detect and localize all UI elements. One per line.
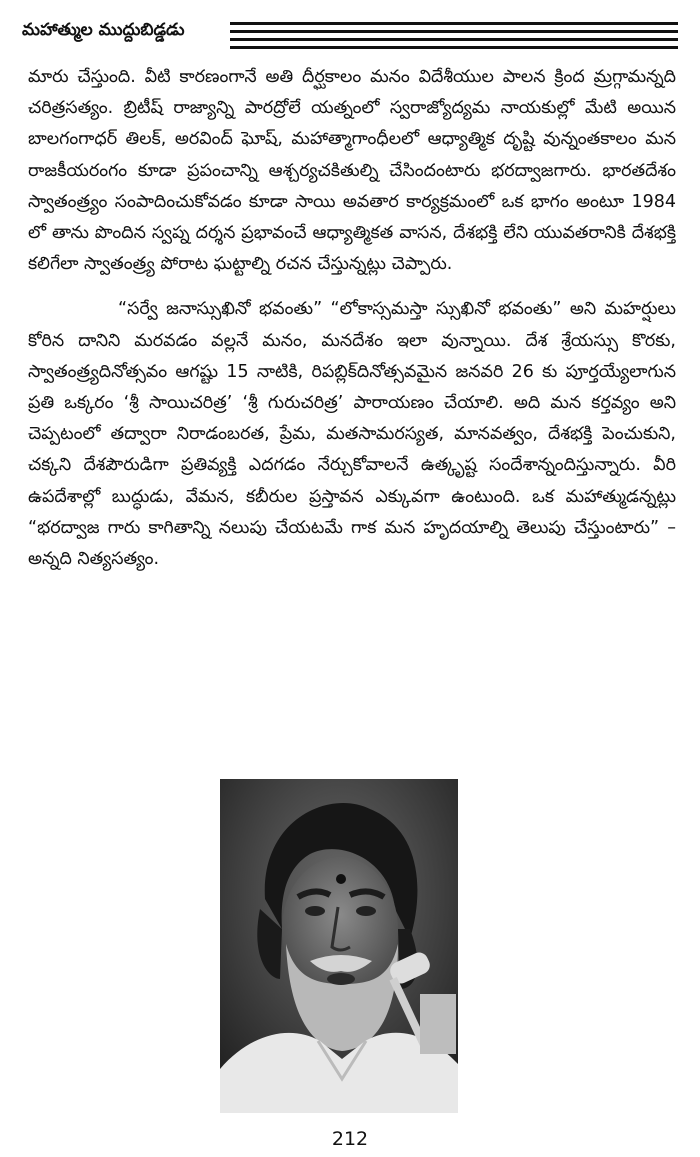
portrait-photo [220, 779, 458, 1113]
body-text [28, 62, 676, 575]
header-rule [230, 46, 678, 49]
paragraph: “సర్వే జనాస్సుఖినో భవంతు” “లోకాస్సమస్తా స్సుఖినో భవంతు” అని మహర్షులు కోరిన దానిని మరవడం వల్లనే మనం, మనదేశం ఇలా వున్నాయి. దేశ శ్రేయస్సు కొరకు, స్వాతంత్ర్యదినోత్సవం ఆగష్టు 15 నాటికి, రిపబ్లిక్‌దినోత్సవమైన జనవరి 26 కు పూర్తయ్యేలాగున ప్రతి ఒక్కరం ‘శ్రీ సాయిచరిత్ర’ ‘శ్రీ గురుచరిత్ర’ పారాయణం చేయాలి. అది మన కర్తవ్యం అని చెప్పటంలో తద్వారా నిరాడంబరత, ప్రేమ, మతసామరస్యత, మానవత్వం, దేశభక్తి పెంచుకుని, చక్కని దేశపౌరుడిగా ప్రతివ్యక్తి ఎదగడం నేర్చుకోవాలనే ఉత్కృష్ట సందేశాన్నందిస్తున్నారు. వీరి ఉపదేశాల్లో బుద్ధుడు, వేమన, కబీరుల ప్రస్తావన ఎక్కువగా ఉంటుంది. ఒక మహాత్ముడన్నట్లు “భరద్వాజ గారు కాగితాన్ని నలుపు చేయటమే గాక మన హృదయాల్ని తెలుపు చేస్తుంటారు” – అన్నది నిత్యసత్యం. [28, 299, 676, 570]
header-rule [230, 30, 678, 33]
page-number: 212 [331, 1128, 369, 1150]
header-rule [230, 38, 678, 41]
portrait-illustration [220, 779, 458, 1113]
running-title: మహాత్ముల ముద్దుబిడ్డడు [22, 20, 185, 40]
paragraph: మారు చేస్తుంది. వీటి కారణంగానే అతి దీర్ఘకాలం మనం విదేశీయుల పాలన క్రింద మ్రగ్గామన్నది చరిత్రసత్యం. బ్రిటీష్ రాజ్యాన్ని పారద్రోలే యత్నంలో స్వరాజ్యోద్యమ నాయకుల్లో మేటి అయిన బాలగంగాధర్ తిలక్, అరవింద్ ఘోష్, మహాత్మాగాంధీలలో ఆధ్యాత్మిక దృష్టి వున్నంతకాలం మన రాజకీయరంగం కూడా ప్రపంచాన్ని ఆశ్చర్యచకితుల్ని చేసిందంటారు భరద్వాజగారు. భారతదేశం స్వాతంత్ర్యం సంపాదించుకోవడం కూడా సాయి అవతార కార్యక్రమంలో ఒక భాగం అంటూ 1984 లో తాను పొందిన స్వప్న దర్శన ప్రభావంచే ఆధ్యాత్మికత వాసన, దేశభక్తి లేని యువతరానికి దేశభక్తి కలిగేలా స్వాతంత్ర్య పోరాట ఘట్టాల్ని రచన చేస్తున్నట్లు చెప్పారు. [28, 67, 676, 275]
page-header [22, 18, 678, 52]
header-rules [230, 18, 678, 52]
header-rule [230, 22, 678, 25]
